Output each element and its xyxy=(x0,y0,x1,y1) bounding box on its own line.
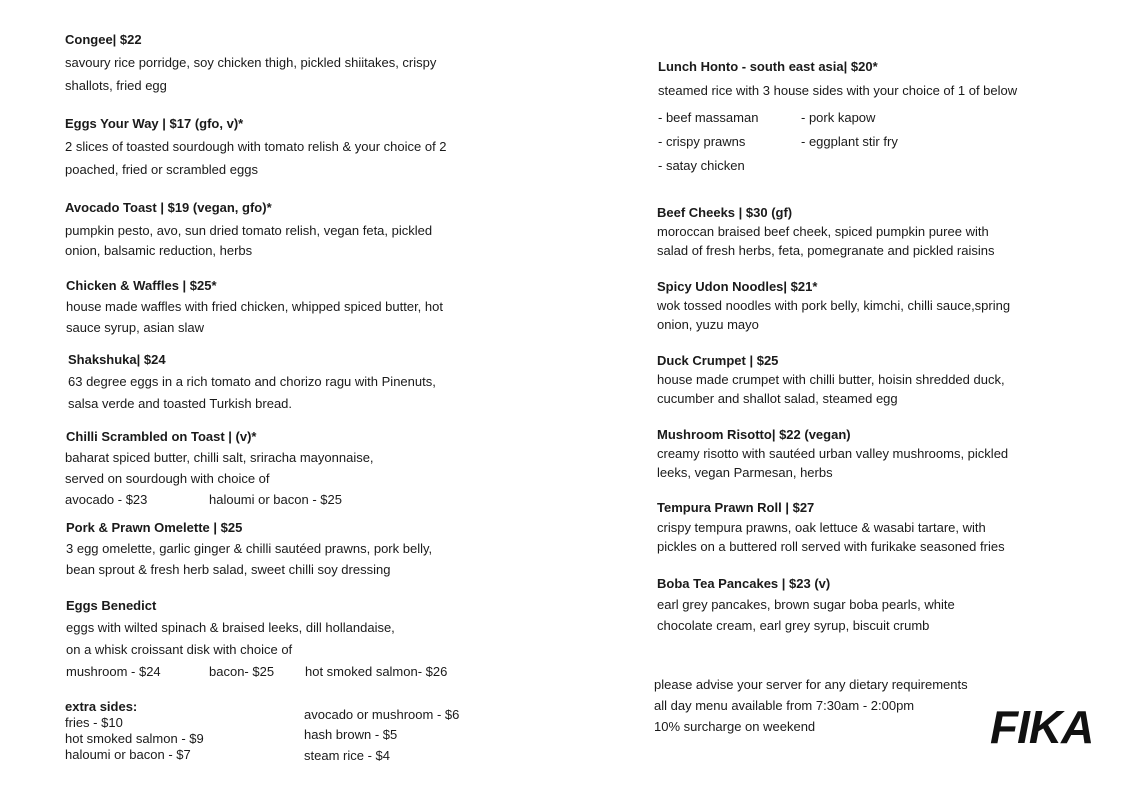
item-description: crispy tempura prawns, oak lettuce & wasabi tartare, with xyxy=(657,520,986,535)
item-title: Eggs Benedict xyxy=(66,598,157,613)
item-title: Chicken & Waffles | $25* xyxy=(66,278,217,293)
item-description: shallots, fried egg xyxy=(65,78,167,93)
item-description: house made crumpet with chilli butter, hoisin shredded duck, xyxy=(657,372,1005,387)
item-description: salsa verde and toasted Turkish bread. xyxy=(68,396,293,411)
item-title: Shakshuka| $24 xyxy=(68,352,166,367)
side-item: hash brown - $5 xyxy=(304,727,398,742)
extra-sides-title: extra sides: xyxy=(65,699,138,714)
item-description: pumpkin pesto, avo, sun dried tomato relish, vegan feta, pickled xyxy=(65,223,433,238)
item-description: baharat spiced butter, chilli salt, sriracha mayonnaise, xyxy=(65,450,374,465)
item-title: Pork & Prawn Omelette | $25 xyxy=(66,520,243,535)
item-description: house made waffles with fried chicken, whipped spiced butter, hot xyxy=(66,299,443,314)
item-description: bean sprout & fresh herb salad, sweet chilli soy dressing xyxy=(66,562,391,577)
item-title: Mushroom Risotto| $22 (vegan) xyxy=(657,427,851,442)
item-title: Avocado Toast | $19 (vegan, gfo)* xyxy=(65,200,272,215)
item-description: savoury rice porridge, soy chicken thigh, pickled shiitakes, crispy xyxy=(65,55,437,70)
side-item: hot smoked salmon - $9 xyxy=(65,731,204,746)
item-description: earl grey pancakes, brown sugar boba pearls, white xyxy=(657,597,955,612)
item-description: 2 slices of toasted sourdough with tomato relish & your choice of 2 xyxy=(65,139,447,154)
item-description: sauce syrup, asian slaw xyxy=(66,320,205,335)
side-item: haloumi or bacon - $7 xyxy=(65,747,191,762)
item-title: Duck Crumpet | $25 xyxy=(657,353,779,368)
item-option: - beef massaman xyxy=(658,110,759,125)
item-title: Beef Cheeks | $30 (gf) xyxy=(657,205,793,220)
note-hours: all day menu available from 7:30am - 2:00pm xyxy=(654,698,915,713)
item-description: pickles on a buttered roll served with furikake seasoned fries xyxy=(657,539,1005,554)
item-title: Spicy Udon Noodles| $21* xyxy=(657,279,818,294)
item-description: creamy risotto with sautéed urban valley mushrooms, pickled xyxy=(657,446,1009,461)
side-item: steam rice - $4 xyxy=(304,748,390,763)
fika-logo: FIKA xyxy=(990,701,1094,753)
item-description: served on sourdough with choice of xyxy=(65,471,270,486)
item-option: - eggplant stir fry xyxy=(801,134,898,149)
item-option: - pork kapow xyxy=(801,110,876,125)
item-title: Chilli Scrambled on Toast | (v)* xyxy=(66,429,257,444)
item-title: Tempura Prawn Roll | $27 xyxy=(657,500,815,515)
item-description: 3 egg omelette, garlic ginger & chilli sautéed prawns, pork belly, xyxy=(66,541,433,556)
item-description: 63 degree eggs in a rich tomato and chorizo ragu with Pinenuts, xyxy=(68,374,436,389)
item-title: Lunch Honto - south east asia| $20* xyxy=(658,59,878,74)
item-title: Boba Tea Pancakes | $23 (v) xyxy=(657,576,831,591)
item-option: - satay chicken xyxy=(658,158,745,173)
item-description: onion, balsamic reduction, herbs xyxy=(65,243,253,258)
side-item: avocado or mushroom - $6 xyxy=(304,707,460,722)
note-surcharge: 10% surcharge on weekend xyxy=(654,719,816,734)
item-description: leeks, vegan Parmesan, herbs xyxy=(657,465,833,480)
item-description: eggs with wilted spinach & braised leeks, dill hollandaise, xyxy=(66,620,395,635)
item-option: mushroom - $24 xyxy=(66,664,161,679)
item-description: salad of fresh herbs, feta, pomegranate and pickled raisins xyxy=(657,243,995,258)
item-option: bacon- $25 xyxy=(209,664,275,679)
item-description: moroccan braised beef cheek, spiced pumpkin puree with xyxy=(657,224,989,239)
item-option: hot smoked salmon- $26 xyxy=(305,664,448,679)
item-option: - crispy prawns xyxy=(658,134,746,149)
side-item: fries - $10 xyxy=(65,715,123,730)
note-dietary: please advise your server for any dietary requirements xyxy=(654,677,968,692)
item-description: steamed rice with 3 house sides with your choice of 1 of below xyxy=(658,83,1018,98)
item-title: Eggs Your Way | $17 (gfo, v)* xyxy=(65,116,244,131)
item-description: on a whisk croissant disk with choice of xyxy=(66,642,293,657)
item-option: avocado - $23 xyxy=(65,492,148,507)
item-description: onion, yuzu mayo xyxy=(657,317,759,332)
item-title: Congee| $22 xyxy=(65,32,142,47)
item-description: poached, fried or scrambled eggs xyxy=(65,162,258,177)
item-description: chocolate cream, earl grey syrup, biscuit crumb xyxy=(657,618,930,633)
item-option: haloumi or bacon - $25 xyxy=(209,492,342,507)
item-description: cucumber and shallot salad, steamed egg xyxy=(657,391,898,406)
item-description: wok tossed noodles with pork belly, kimchi, chilli sauce,spring xyxy=(657,298,1011,313)
